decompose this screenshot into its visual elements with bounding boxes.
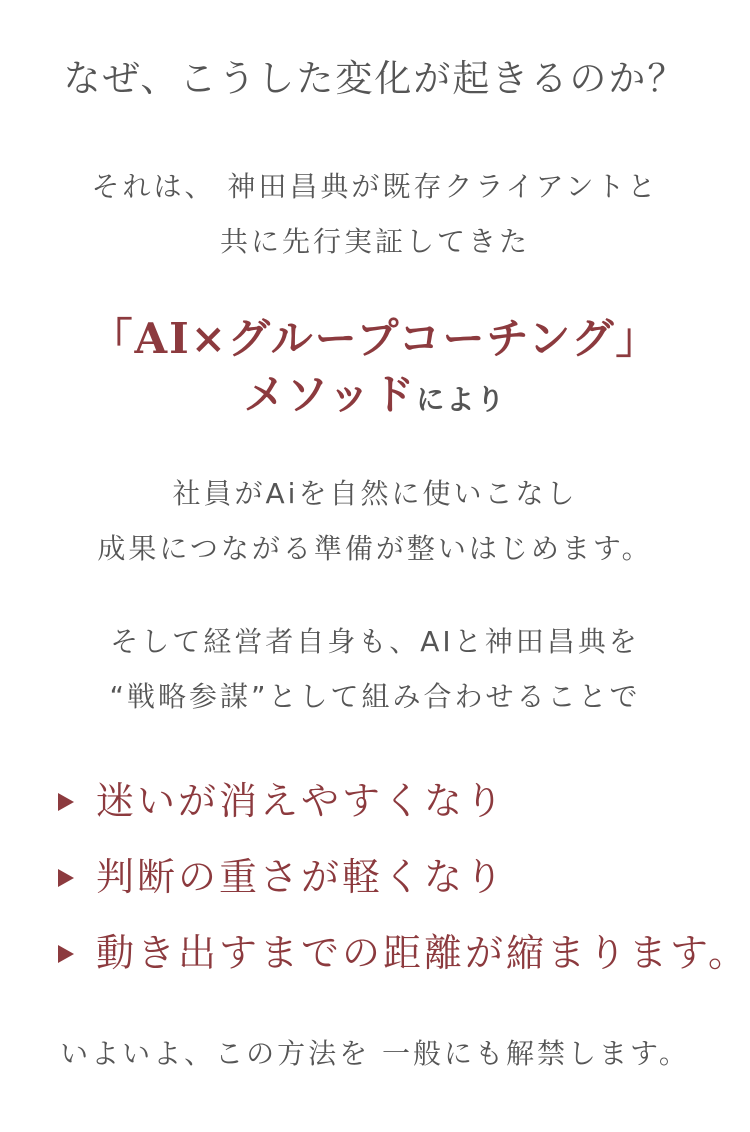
bullet-text: 動き出すまでの距離が縮まります。 [96,931,749,975]
executive-line-2: “戦略参謀”として組み合わせることで [109,680,641,713]
section-question-heading: なぜ、こうした変化が起きるのか？ [63,57,687,100]
benefit-line-1: 社員がAiを自然に使いこなし [172,477,578,510]
triangle-bullet-icon [58,945,74,963]
method-suffix: により [416,383,507,416]
method-subtitle [0,370,750,419]
triangle-bullet-icon [58,793,74,811]
executive-line-1: そして経営者自身も、AIと神田昌典を [110,625,640,658]
closing-statement: いよいよ、この方法を 一般にも解禁します。 [60,1037,690,1070]
method-name: メソッド [243,370,417,419]
triangle-bullet-icon [58,869,74,887]
intro-line-1: それは、 神田昌典が既存クライアントと [91,170,659,203]
method-title: 「AI×グループコーチング」 [90,314,660,363]
intro-line-2: 共に先行実証してきた [219,225,530,258]
benefit-line-2: 成果につながる準備が整いはじめます。 [97,532,653,565]
bullet-text: 迷いが消えやすくなり [96,779,507,823]
bullet-text: 判断の重さが軽くなり [96,855,507,899]
